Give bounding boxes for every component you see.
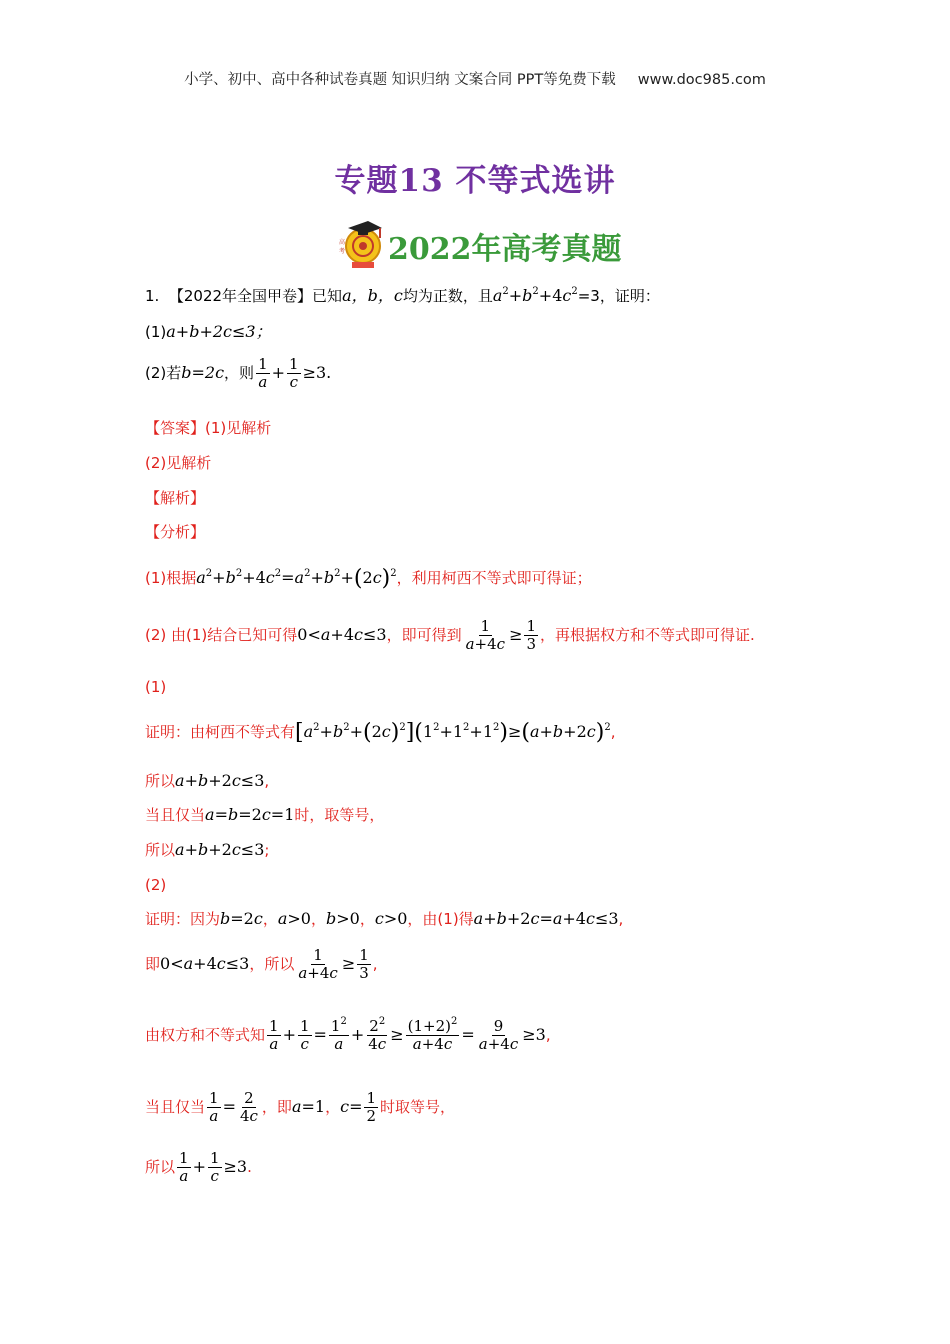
proof2-line1-pre: 证明：因为 <box>145 910 221 928</box>
fraction: $\frac{1}{a}$ <box>258 355 268 391</box>
proof1-line4-pre: 所以 <box>145 841 176 859</box>
part2-cond: b=2c <box>181 363 225 382</box>
problem-source: 【2022年全国甲卷】 <box>168 287 313 305</box>
fraction: $\frac{1}{c}$ <box>299 1017 310 1053</box>
proof2-line4-post: 时取等号， <box>380 1098 456 1116</box>
proof2-line-3: 由权方和不等式知 $\frac{1}{a}$ + $\frac{1}{c}$ = $\frac{1^2}{a}$ + $\frac{2^2}{4c}$ ≥ $\frac{(1+2)^2}{a+4c}$ = $\frac{9}{a+4c}$ ≥3, <box>145 1016 551 1053</box>
fenxi-label: 【分析】 <box>145 523 206 541</box>
svg-text:高: 高 <box>339 239 346 246</box>
proof1-line1-pre: 证明：由柯西不等式有 <box>145 723 296 741</box>
fraction: $\frac{1}{a}$ <box>209 1089 219 1125</box>
fx1-post: ，利用柯西不等式即可得证； <box>396 569 592 587</box>
fraction: $\frac{(1+2)^2}{a+4c}$ <box>407 1016 458 1053</box>
fraction: $\frac{1}{3}$ <box>359 946 369 982</box>
proof2-line5-pre: 所以 <box>145 1158 176 1176</box>
answer-line <box>145 418 271 438</box>
fraction: $\frac{2}{4c}$ <box>239 1089 258 1125</box>
fraction: $\frac{9}{a+4c}$ <box>478 1017 519 1053</box>
problem-intro: 已知 <box>312 287 343 305</box>
part2-then: ，则 <box>224 364 255 382</box>
analysis-line-2: (2) 由(1)结合已知可得0<a+4c≤3，即可得到 $\frac{1}{a+4c}$ ≥ $\frac{1}{3}$ ，再根据权方和不等式即可得证. <box>145 617 755 653</box>
part1-label: (1) <box>145 323 167 341</box>
answer-label: 【答案】 <box>145 419 206 437</box>
proof1-label: (1) <box>145 678 167 696</box>
part1-statement <box>145 322 272 342</box>
fraction: $\frac{1}{c}$ <box>209 1149 220 1185</box>
fraction: $\frac{1}{a}$ <box>179 1149 189 1185</box>
proof1-line-2: 所以a+b+2c≤3, <box>145 771 270 790</box>
svg-text:考: 考 <box>339 248 346 255</box>
page-title: 专题13 不等式选讲 <box>334 163 616 199</box>
fraction: $\frac{1}{a+4c}$ <box>298 946 338 982</box>
problem-intro2: 均为正数，且 <box>402 287 493 305</box>
part1-text: a+b+2c≤3； <box>166 322 272 341</box>
banner-title: 2022年高考真题 <box>388 232 622 267</box>
proof1-line-4: 所以a+b+2c≤3; <box>145 840 270 859</box>
problem-condition: $a^2+b^2+4c^2$ <box>492 286 578 305</box>
proof2-line1-mid: ，由(1)得 <box>407 910 474 928</box>
fx2-mid: ，即可得到 <box>386 626 462 644</box>
part2-tail: ≥3. <box>302 363 332 382</box>
fraction: $\frac{1^2}{a}$ <box>330 1016 347 1053</box>
proof1-line2-pre: 所以 <box>145 772 176 790</box>
fraction: $\frac{1}{2}$ <box>366 1089 377 1125</box>
section-banner <box>338 218 622 274</box>
part2-label: (2)若 <box>145 364 182 382</box>
page-header <box>0 68 950 89</box>
proof2-line-2: 即0<a+4c≤3，所以 $\frac{1}{a+4c}$ ≥ $\frac{1}{3}$ , <box>145 946 378 982</box>
proof1-line-3: 当且仅当a=b=2c=1时，取等号， <box>145 805 385 824</box>
fraction: $\frac{1}{c}$ <box>289 355 299 391</box>
mascot-logo-icon <box>338 218 384 270</box>
proof1-line-1: 证明：由柯西不等式有$[a^2+b^2+(2c)^2](1^2+1^2+1^2)\ge(a+b+2c)^2$, <box>145 720 616 745</box>
proof2-line3-pre: 由权方和不等式知 <box>145 1026 266 1044</box>
proof2-line-1: 证明：因为b=2c，a>0，b>0，c>0，由(1)得a+b+2c=a+4c≤3, <box>145 909 624 928</box>
proof2-line4-mid: ，即 <box>261 1098 292 1116</box>
proof2-line4-pre: 当且仅当 <box>145 1098 206 1116</box>
fraction: $\frac{2^2}{4c}$ <box>368 1016 387 1053</box>
header-url: www.doc985.com <box>637 72 766 88</box>
proof1-line3-pre: 当且仅当 <box>145 806 206 824</box>
problem-vars: a，b，c <box>342 286 403 305</box>
fx2-post: ，再根据权方和不等式即可得证. <box>540 626 755 644</box>
header-left-text: 小学、初中、高中各种试卷真题 知识归纳 文案合同 PPT等免费下载 <box>184 72 616 88</box>
fraction: $\frac{1}{a+4c}$ <box>465 617 506 653</box>
proof2-label: (2) <box>145 876 167 894</box>
problem-line <box>145 286 660 306</box>
problem-cond-tail: =3，证明： <box>577 287 660 305</box>
analysis-line-1: (1)根据$a^2+b^2+4c^2=a^2+b^2+(2c)^2$，利用柯西不等式即可得证； <box>145 566 592 591</box>
proof2-line2-pre: 即 <box>145 955 161 973</box>
fraction: $\frac{1}{a}$ <box>269 1017 279 1053</box>
fx1-pre: (1)根据 <box>145 569 197 587</box>
proof2-line-5: 所以 $\frac{1}{a}$ + $\frac{1}{c}$ ≥3. <box>145 1149 252 1185</box>
answer-2: (2)见解析 <box>145 454 212 472</box>
proof2-line-4: 当且仅当 $\frac{1}{a}$ = $\frac{2}{4c}$ ，即a=1，c= $\frac{1}{2}$ 时取等号， <box>145 1089 456 1125</box>
fx2-pre: (2) 由(1)结合已知可得 <box>145 626 298 644</box>
problem-number: 1. <box>145 287 160 305</box>
fraction: $\frac{1}{3}$ <box>526 617 537 653</box>
answer-1: (1)见解析 <box>205 419 272 437</box>
part2-statement: (2)若b=2c，则 $\frac{1}{a}$ + $\frac{1}{c}$ ≥3. <box>145 355 332 391</box>
analysis-label: 【解析】 <box>145 489 206 507</box>
proof2-line2-mid: ，所以 <box>249 955 295 973</box>
proof1-line3-post: 时，取等号， <box>294 806 385 824</box>
